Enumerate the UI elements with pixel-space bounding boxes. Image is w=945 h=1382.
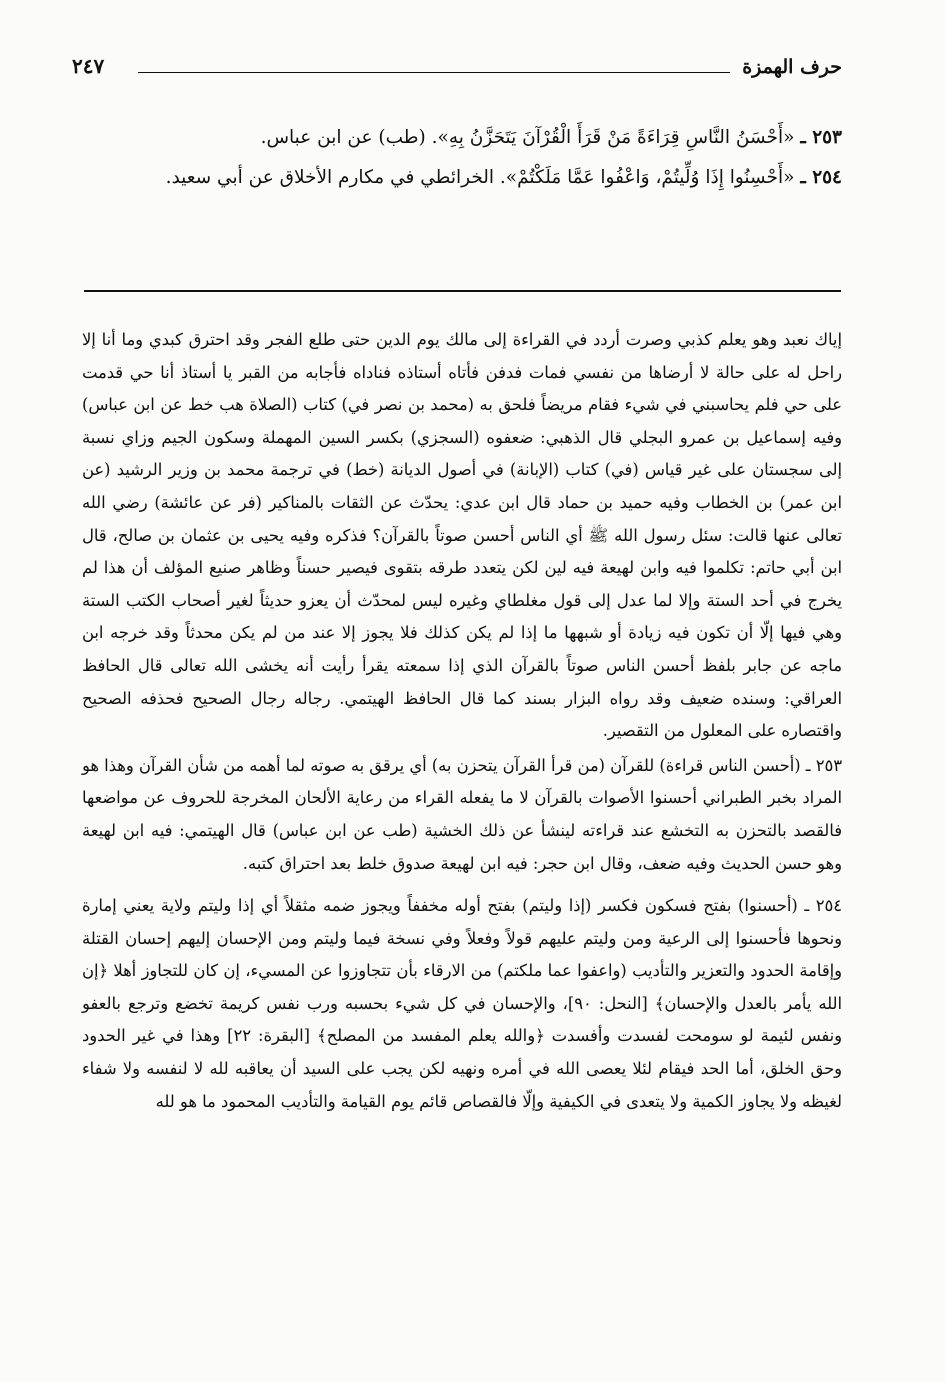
- page-number: ٢٤٧: [72, 54, 105, 78]
- hadith-item: [82, 158, 842, 198]
- hadith-item: [82, 118, 842, 158]
- header-rule: [138, 72, 730, 73]
- commentary: [82, 324, 842, 1118]
- page-header: [72, 52, 842, 88]
- hadith-list: [82, 118, 842, 198]
- commentary-note-254: ٢٥٤ ـ (أحسنوا) بفتح فسكون فكسر (إذا وليتم) بفتح أوله مخففاً ويجوز ضمه مثقلاً أي إذا وليتم ولاية يعني إمارة ونحوها فأحسنوا إلى الرعية ومن وليتم عليهم قولاً وفعلاً وفي نسخة فيما وليتم ومن الإحسان إليهم إحسان القتلة وإقامة الحدود والتعزير والتأديب (واعفوا عما ملكتم) من الارقاء بأن تتجاوزوا عن المسيء، إن كان للتجاوز أهلا ﴿إن الله يأمر بالعدل والإحسان﴾ [النحل: ٩٠]، والإحسان في كل شيء بحسبه ورب نفس كريمة تخضع وترجع بالعفو ونفس لئيمة لو سومحت لفسدت وأفسدت ﴿والله يعلم المفسد من المصلح﴾ [البقرة: ٢٢] وهذا في غير الحدود وحق الخلق، أما الحد فيقام لئلا يعصى الله في أمره ونهيه لكن يجب على السيد أن يعاقبه لله لا لنفسه ولا شفاء لغيظه ولا يجاوز الكمية ولا يتعدى في الكيفية وإلّا فالقصاص قائم يوم القيامة والتأديب المحمود ما هو لله: [82, 896, 842, 1111]
- footnote-divider: [84, 290, 841, 292]
- commentary-note-253: ٢٥٣ ـ (أحسن الناس قراءة) للقرآن (من قرأ القرآن يتحزن به) أي يرقق به صوته لما أهمه من شأن القرآن وهذا هو المراد بخبر الطبراني أحسنوا الأصوات بالقرآن لا ما يفعله القراء من رعاية الألحان المخرجة للحروف عن مواضعها فالقصد بالتحزن به التخشع عند قراءته لينشأ عن ذلك الخشية (طب عن ابن عباس) قال الهيتمي: فيه ابن لهيعة وهو حسن الحديث وفيه ضعف، وقال ابن حجر: فيه ابن لهيعة صدوق خلط بعد احتراق كتبه.: [82, 755, 842, 873]
- hadith-text: «أَحْسِنُوا إِذَا وُلِّيتُمْ، وَاعْفُوا عَمَّا مَلَكْتُمْ». الخرائطي في مكارم الأخلاق عن أبي سعيد.: [165, 167, 795, 188]
- hadith-text: «أَحْسَنُ النَّاسِ قِرَاءَةً مَنْ قَرَأَ الْقُرْآنَ يَتَحَزَّنُ بِهِ». (طب) عن ابن عباس.: [260, 127, 795, 148]
- chapter-title: حرف الهمزة: [742, 56, 842, 78]
- hadith-number: ٢٥٤ ـ: [800, 167, 842, 188]
- commentary-continuation: إياك نعبد وهو يعلم كذبي وصرت أردد في القراءة إلى مالك يوم الدين حتى طلع الفجر وقد احترق كبدي وما أنا إلا راحل له على حالة لا أرضاها من نفسي فمات فدفن فأتاه أستاذه فناداه فأجابه من القبر يا أستاذ أنا حي قدمت على حي فلم يحاسبني في شيء فقام مريضاً فلحق به (محمد بن نصر في) كتاب (الصلاة هب خط عن ابن عباس) وفيه إسماعيل بن عمرو البجلي قال الذهبي: ضعفوه (السجزي) بكسر السين المهملة وسكون الجيم وزاي نسبة إلى سجستان على غير قياس (في) كتاب (الإبانة) في أصول الديانة (خط) في ترجمة محمد بن وزير الرشيد (عن ابن عمر) بن الخطاب وفيه حميد بن حماد قال ابن عدي: يحدّث عن الثقات بالمناكير (فر عن عائشة) رضي الله تعالى عنها قالت: سئل رسول الله ﷺ أي الناس أحسن صوتاً بالقرآن؟ فذكره وفيه يحيى بن عثمان بن صالح، قال ابن أبي حاتم: تكلموا فيه وابن لهيعة فيه لين لكن يتعدد طرقه بتقوى فيصير حسناً وظاهر صنيع المؤلف أن هذا لم يخرج في أحد الستة وإلا لما عدل إلى قول مغلطاي وغيره ليس لمحدّث أن يعزو حديثاً لغير أصحاب الكتب الستة وهي فيها إلّا أن تكون فيه زيادة أو شبهها ما إذا لم يكن كذلك فلا يجوز إلا عند من لم يكن محدثاً وقد خرجه ابن ماجه عن جابر بلفظ أحسن الناس صوتاً بالقرآن الذي إذا سمعته يقرأ رأيت أنه يخشى الله تعالى قال الحافظ العراقي: وسنده ضعيف وقد رواه البزار بسند كما قال الحافظ الهيتمي. رجاله رجال الصحيح فحذفه الصحيح واقتصاره على المعلول من التقصير.: [82, 330, 842, 741]
- hadith-number: ٢٥٣ ـ: [800, 127, 842, 148]
